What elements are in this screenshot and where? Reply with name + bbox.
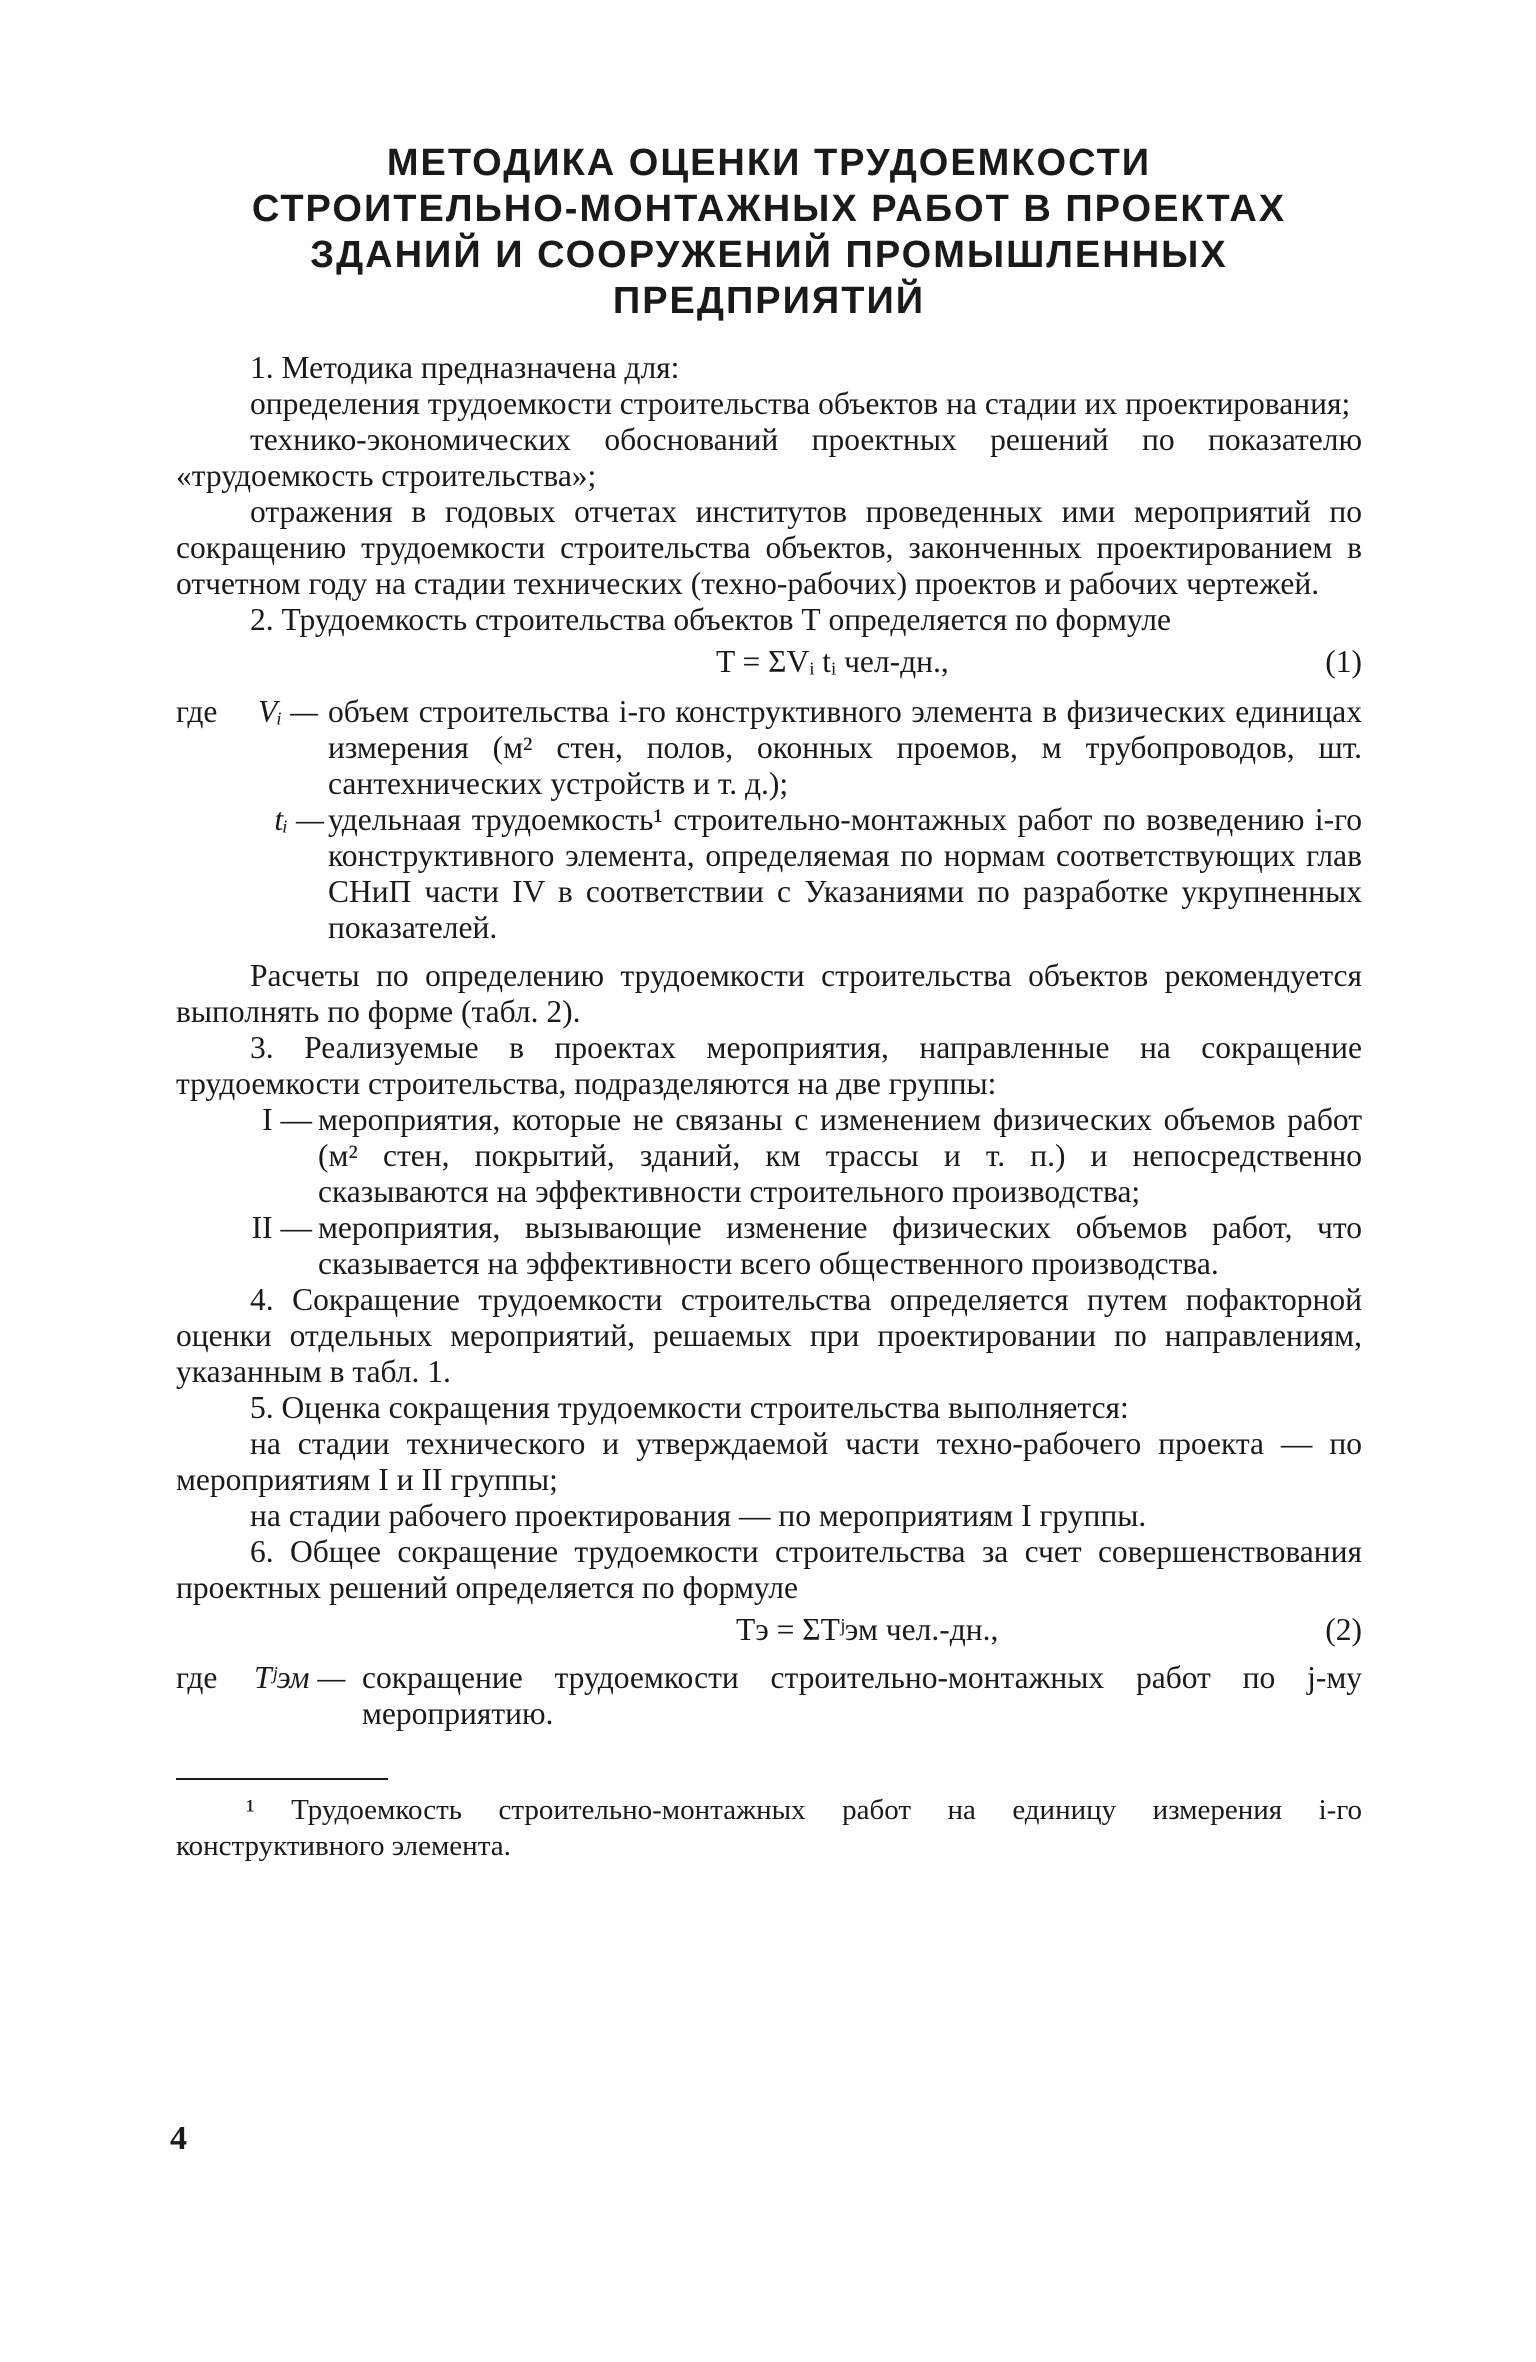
formula-2-expression: Tэ = ΣTʲэм чел.-дн., bbox=[736, 1612, 999, 1647]
formula-1-number: (1) bbox=[1325, 644, 1362, 679]
page-number: 4 bbox=[170, 2120, 187, 2157]
title-line-4: ПРЕДПРИЯТИЙ bbox=[612, 280, 926, 322]
symbol-t: tᵢ — bbox=[274, 802, 324, 837]
section-5-item-a: на стадии технического и утверждаемой части техно-рабочего проекта — по мероприятиям I и II группы; bbox=[176, 1426, 1362, 1497]
footnote-divider bbox=[176, 1778, 388, 1780]
group-1 bbox=[176, 1102, 1362, 1210]
section-6-intro: 6. Общее сокращение трудоемкости строительства за счет совершенствования проектных решений определяется по формуле bbox=[176, 1534, 1362, 1605]
where-label-2: где bbox=[176, 1660, 218, 1695]
group-2-text: мероприятия, вызывающие изменение физических объемов работ, что сказывается на эффективности всего общественного производства. bbox=[318, 1210, 1362, 1281]
definition-t-text: удельнаая трудоемкость¹ строительно-монтажных работ по возведению i-го конструктивного элемента, определяемая по нормам соответствующих глав СНиП части IV в соответствии с Указаниями по разработке укрупненных показателей. bbox=[328, 802, 1362, 945]
formula-1 bbox=[176, 642, 1362, 684]
definition-v-text: объем строительства i-го конструктивного элемента в физических единицах измерения (м² стен, полов, оконных проемов, м трубопроводов, шт. сантехнических устройств и т. д.); bbox=[328, 694, 1362, 801]
title-line-3: ЗДАНИЙ И СООРУЖЕНИЙ ПРОМЫШЛЕННЫХ bbox=[310, 234, 1228, 276]
symbol-te: Tʲэм — bbox=[254, 1660, 346, 1695]
title-line-1: МЕТОДИКА ОЦЕНКИ ТРУДОЕМКОСТИ bbox=[386, 142, 1152, 184]
title-line-2: СТРОИТЕЛЬНО-МОНТАЖНЫХ РАБОТ В ПРОЕКТАХ bbox=[251, 188, 1287, 230]
document-title bbox=[176, 140, 1362, 324]
definition-te bbox=[176, 1660, 1362, 1732]
definition-t bbox=[176, 802, 1362, 946]
section-1-item-a: определения трудоемкости строительства объектов на стадии их проектирования; bbox=[250, 386, 1351, 421]
section-1-intro: 1. Методика предназначена для: bbox=[250, 350, 680, 385]
section-1-item-c: отражения в годовых отчетах институтов проведенных ими мероприятий по сокращению трудоемкости строительства объектов, законченных проектированием в отчетном году на стадии технических (техно-рабочих) проектов и рабочих чертежей. bbox=[176, 494, 1362, 601]
calc-recommendation: Расчеты по определению трудоемкости строительства объектов рекомендуется выполнять по форме (табл. 2). bbox=[176, 958, 1362, 1029]
section-3-intro: 3. Реализуемые в проектах мероприятия, направленные на сокращение трудоемкости строительства, подразделяются на две группы: bbox=[176, 1030, 1362, 1101]
section-2-intro: 2. Трудоемкость строительства объектов Т определяется по формуле bbox=[250, 602, 1171, 637]
page-body bbox=[176, 140, 1362, 1864]
definition-te-text: сокращение трудоемкости строительно-монтажных работ по j-му мероприятию. bbox=[362, 1660, 1362, 1731]
definition-v bbox=[176, 694, 1362, 802]
group-2 bbox=[176, 1210, 1362, 1282]
formula-1-expression: T = ΣVᵢ tᵢ чел-дн., bbox=[716, 644, 949, 679]
group-1-label: I — bbox=[262, 1102, 312, 1137]
group-1-text: мероприятия, которые не связаны с изменением физических объемов работ (м² стен, покрытий, зданий, км трассы и т. п.) и непосредственно сказываются на эффективности строительного производства; bbox=[318, 1102, 1362, 1209]
formula-2 bbox=[176, 1610, 1362, 1652]
formula-2-number: (2) bbox=[1325, 1612, 1362, 1647]
section-5-intro: 5. Оценка сокращения трудоемкости строительства выполняется: bbox=[250, 1390, 1129, 1425]
section-5-item-b: на стадии рабочего проектирования — по мероприятиям I группы. bbox=[250, 1498, 1147, 1533]
section-4: 4. Сокращение трудоемкости строительства определяется путем пофакторной оценки отдельных мероприятий, решаемых при проектировании по направлениям, указанным в табл. 1. bbox=[176, 1282, 1362, 1389]
footnote: ¹ Трудоемкость строительно-монтажных работ на единицу измерения i-го конструктивного элемента. bbox=[176, 1794, 1362, 1862]
group-2-label: II — bbox=[251, 1210, 312, 1245]
symbol-v: Vᵢ — bbox=[258, 694, 319, 729]
section-1-item-b: технико-экономических обоснований проектных решений по показателю «трудоемкость строительства»; bbox=[176, 422, 1362, 493]
where-label: где bbox=[176, 694, 218, 729]
